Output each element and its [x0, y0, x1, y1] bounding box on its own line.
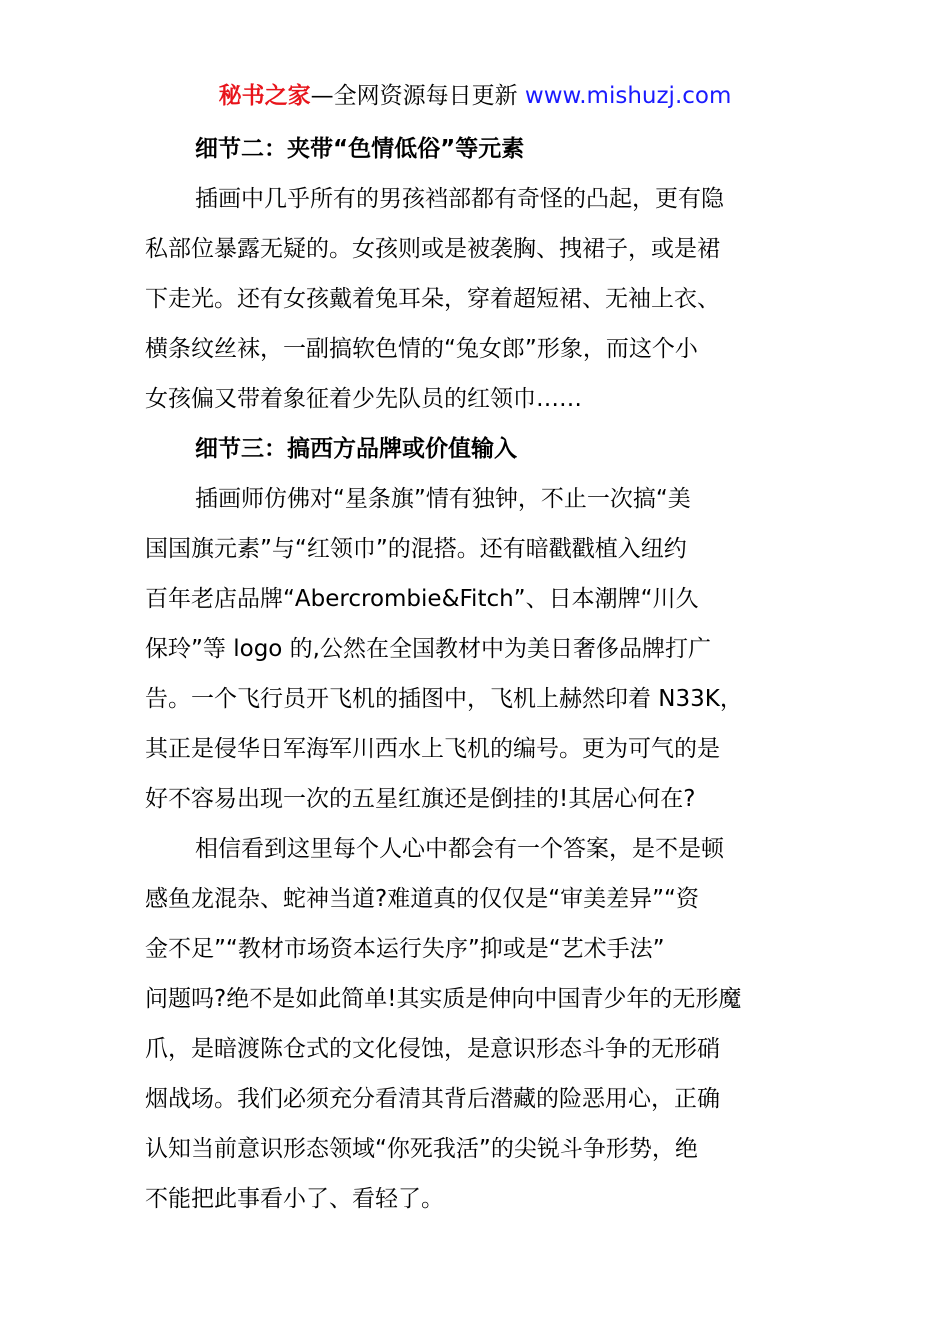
- paragraph-line: 其正是侵华日军海军川西水上飞机的编号。更为可气的是: [145, 736, 720, 762]
- paragraph-line: 女孩偏又带着象征着少先队员的红领巾……: [145, 386, 582, 412]
- paragraph-line: 私部位暴露无疑的。女孩则或是被袭胸、拽裙子，或是裙: [145, 236, 720, 262]
- paragraph-line: 保玲”等 logo 的,公然在全国教材中为美日奢侈品牌打广: [145, 636, 711, 662]
- paragraph-line: 下走光。还有女孩戴着兔耳朵，穿着超短裙、无袖上衣、: [145, 286, 720, 312]
- paragraph-line: 感鱼龙混杂、蛇神当道?难道真的仅仅是“审美差异”“资: [145, 886, 699, 912]
- section-heading-detail-3: 细节三：搞西方品牌或价值输入: [195, 436, 517, 462]
- paragraph-line: 爪，是暗渡陈仓式的文化侵蚀，是意识形态斗争的无形硝: [145, 1036, 720, 1062]
- paragraph-line: 问题吗?绝不是如此简单!其实质是伸向中国青少年的无形魔: [145, 986, 742, 1012]
- paragraph-line: 插画师仿佛对“星条旗”情有独钟，不止一次搞“美: [195, 486, 691, 512]
- paragraph-line: 告。一个飞行员开飞机的插图中，飞机上赫然印着 N33K，: [145, 686, 743, 712]
- site-tagline: —全网资源每日更新: [310, 83, 518, 109]
- paragraph-line: 插画中几乎所有的男孩裆部都有奇怪的凸起，更有隐: [195, 186, 724, 212]
- paragraph-line: 百年老店品牌“Abercrombie&Fitch”、日本潮牌“川久: [145, 586, 699, 612]
- paragraph-line: 国国旗元素”与“红领巾”的混搭。还有暗戳戳植入纽约: [145, 536, 687, 562]
- site-url-link[interactable]: www.mishuzj.com: [524, 83, 732, 109]
- paragraph-line: 相信看到这里每个人心中都会有一个答案，是不是顿: [195, 836, 724, 862]
- paragraph-line: 认知当前意识形态领域“你死我活”的尖锐斗争形势，绝: [145, 1136, 698, 1162]
- section-heading-detail-2: 细节二：夹带“色情低俗”等元素: [195, 136, 525, 162]
- site-brand: 秘书之家: [218, 83, 311, 109]
- paragraph-line: 金不足”“教材市场资本运行失序”抑或是“艺术手法”: [145, 936, 665, 962]
- page-header: [0, 78, 950, 114]
- paragraph-line: 横条纹丝袜，一副搞软色情的“兔女郎”形象，而这个小: [145, 336, 698, 362]
- paragraph-line: 不能把此事看小了、看轻了。: [145, 1186, 444, 1212]
- paragraph-line: 烟战场。我们必须充分看清其背后潜藏的险恶用心，正确: [145, 1086, 720, 1112]
- paragraph-line: 好不容易出现一次的五星红旗还是倒挂的!其居心何在?: [145, 786, 696, 812]
- article-body: [145, 124, 810, 1224]
